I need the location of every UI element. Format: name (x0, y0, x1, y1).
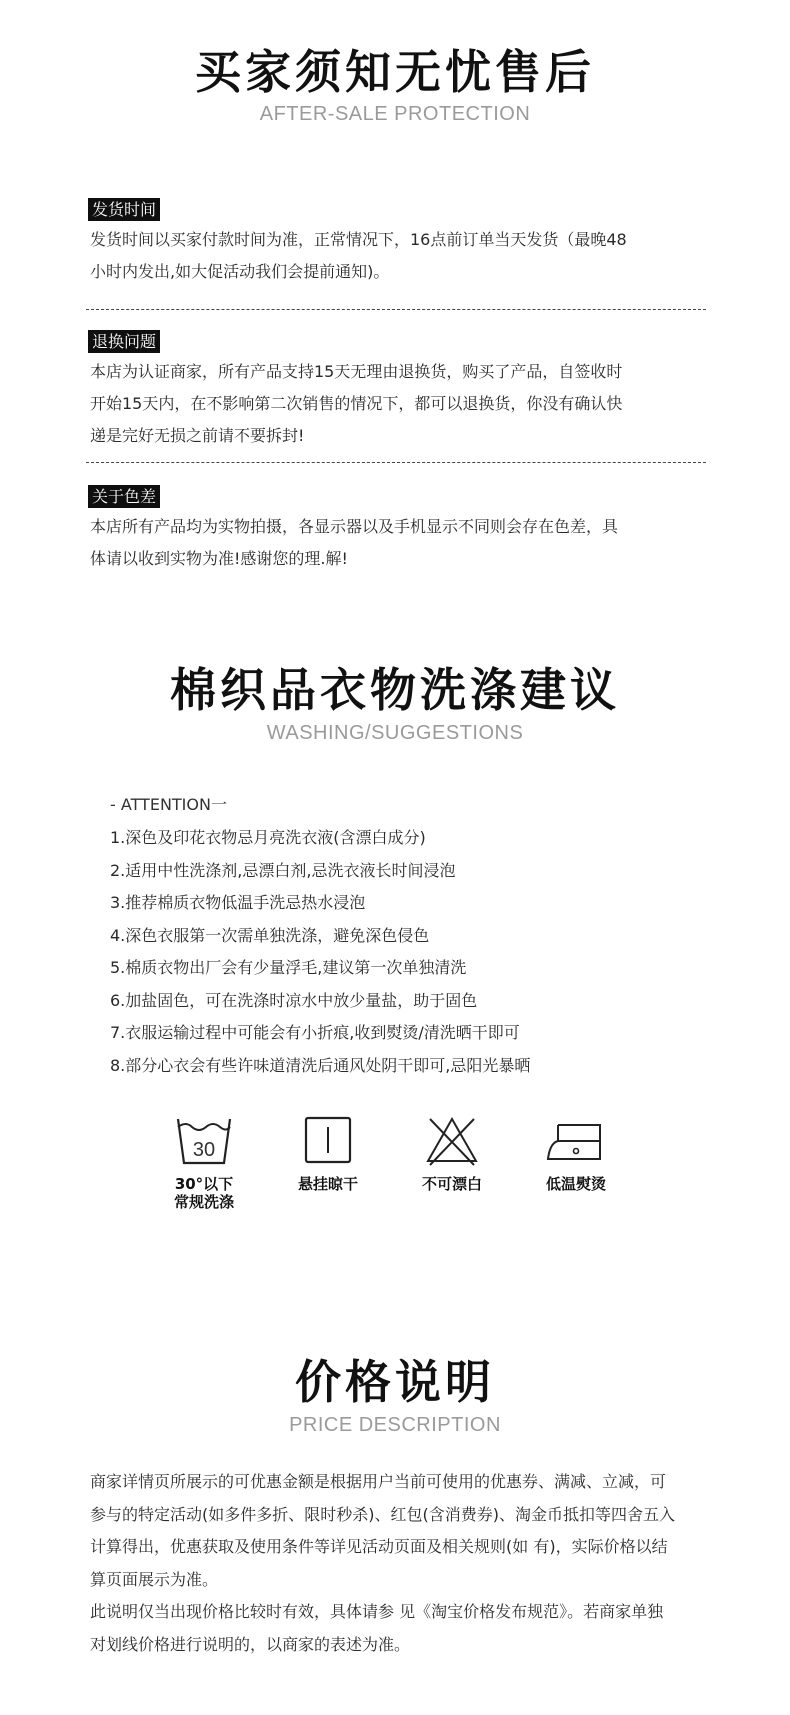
care-label: 不可漂白 (421, 1175, 482, 1193)
paragraph-line: 递是完好无损之前请不要拆封! (90, 426, 305, 445)
section-subtitle-price: PRICE DESCRIPTION (289, 1414, 501, 1436)
care-low-iron (516, 1113, 636, 1193)
tag-shipping-time: 发货时间 (88, 198, 160, 221)
attention-heading: - ATTENTION一 (110, 795, 227, 814)
list-item: 4.深色衣服第一次需单独洗涤，避免深色侵色 (110, 925, 430, 945)
list-item: 5.棉质衣物出厂会有少量浮毛,建议第一次单独清洗 (110, 958, 467, 977)
care-no-bleach (392, 1113, 512, 1193)
paragraph-line: 此说明仅当出现价格比较时有效，具体请参 见《淘宝价格发布规范》。若商家单独 (90, 1602, 664, 1621)
price-description-text (90, 1466, 710, 1661)
section-subtitle-washing: WASHING/SUGGESTIONS (266, 722, 524, 744)
tag-color-difference: 关于色差 (88, 485, 160, 508)
care-wash-30 (144, 1113, 264, 1211)
list-item: 6.加盐固色，可在洗涤时凉水中放少量盐，助于固色 (110, 990, 478, 1010)
low-iron-icon (544, 1113, 608, 1169)
tag-returns: 退换问题 (88, 330, 160, 353)
paragraph-line: 体请以收到实物为准!感谢您的理.解! (90, 549, 348, 568)
shipping-time-text (90, 224, 710, 288)
list-item: 7.衣服运输过程中可能会有小折痕,收到熨烫/清洗晒干即可 (110, 1023, 520, 1042)
no-bleach-icon (422, 1113, 482, 1169)
paragraph-line: 参与的特定活动(如多件多折、限时秒杀)、红包(含消费券)、淘金币抵扣等四舍五入 (90, 1504, 675, 1524)
care-label: 悬挂晾干 (297, 1175, 358, 1193)
care-hang-dry (268, 1113, 388, 1193)
paragraph-line: 对划线价格进行说明的，以商家的表述为准。 (90, 1634, 411, 1654)
divider (86, 462, 706, 463)
paragraph-line: 商家详情页所展示的可优惠金额是根据用户当前可使用的优惠券、满减、立减，可 (90, 1472, 667, 1491)
wash-temp-number: 30 (192, 1139, 216, 1161)
paragraph-line: 开始15天内，在不影响第二次销售的情况下，都可以退换货，你没有确认快 (90, 394, 623, 413)
paragraph-line: 本店为认证商家，所有产品支持15天无理由退换货，购买了产品，自签收时 (90, 362, 623, 381)
care-label (144, 1175, 264, 1211)
washing-list (110, 822, 730, 1082)
section-title-washing: 棉织品衣物洗涤建议 (170, 663, 620, 717)
returns-text (90, 356, 710, 452)
wash-30-icon (174, 1113, 234, 1169)
section-title-after-sale: 买家须知无忧售后 (195, 45, 595, 99)
list-item: 3.推荐棉质衣物低温手洗忌热水浸泡 (110, 893, 366, 912)
divider (86, 309, 706, 310)
paragraph-line: 本店所有产品均为实物拍摄，各显示器以及手机显示不同则会存在色差，具 (90, 517, 619, 536)
paragraph-line: 发货时间以买家付款时间为准，正常情况下，16点前订单当天发货（最晚48 (90, 230, 627, 249)
paragraph-line: 计算得出，优惠获取及使用条件等详见活动页面及相关规则(如 有)，实际价格以结 (90, 1537, 668, 1556)
section-subtitle-after-sale: AFTER-SALE PROTECTION (259, 103, 531, 125)
care-label-line: 常规洗涤 (173, 1193, 234, 1211)
care-label: 低温熨烫 (545, 1175, 606, 1193)
section-title-price: 价格说明 (295, 1355, 495, 1409)
paragraph-line: 算页面展示为准。 (90, 1569, 219, 1589)
care-label-line: 30°以下 (174, 1175, 234, 1193)
list-item: 2.适用中性洗涤剂,忌漂白剂,忌洗衣液长时间浸泡 (110, 860, 456, 880)
list-item: 8.部分心衣会有些许味道清洗后通风处阴干即可,忌阳光暴晒 (110, 1055, 531, 1075)
paragraph-line: 小时内发出,如大促活动我们会提前通知)。 (90, 262, 390, 281)
hang-dry-icon (298, 1113, 358, 1169)
list-item: 1.深色及印花衣物忌月亮洗衣液(含漂白成分) (110, 828, 426, 847)
color-difference-text (90, 511, 710, 575)
